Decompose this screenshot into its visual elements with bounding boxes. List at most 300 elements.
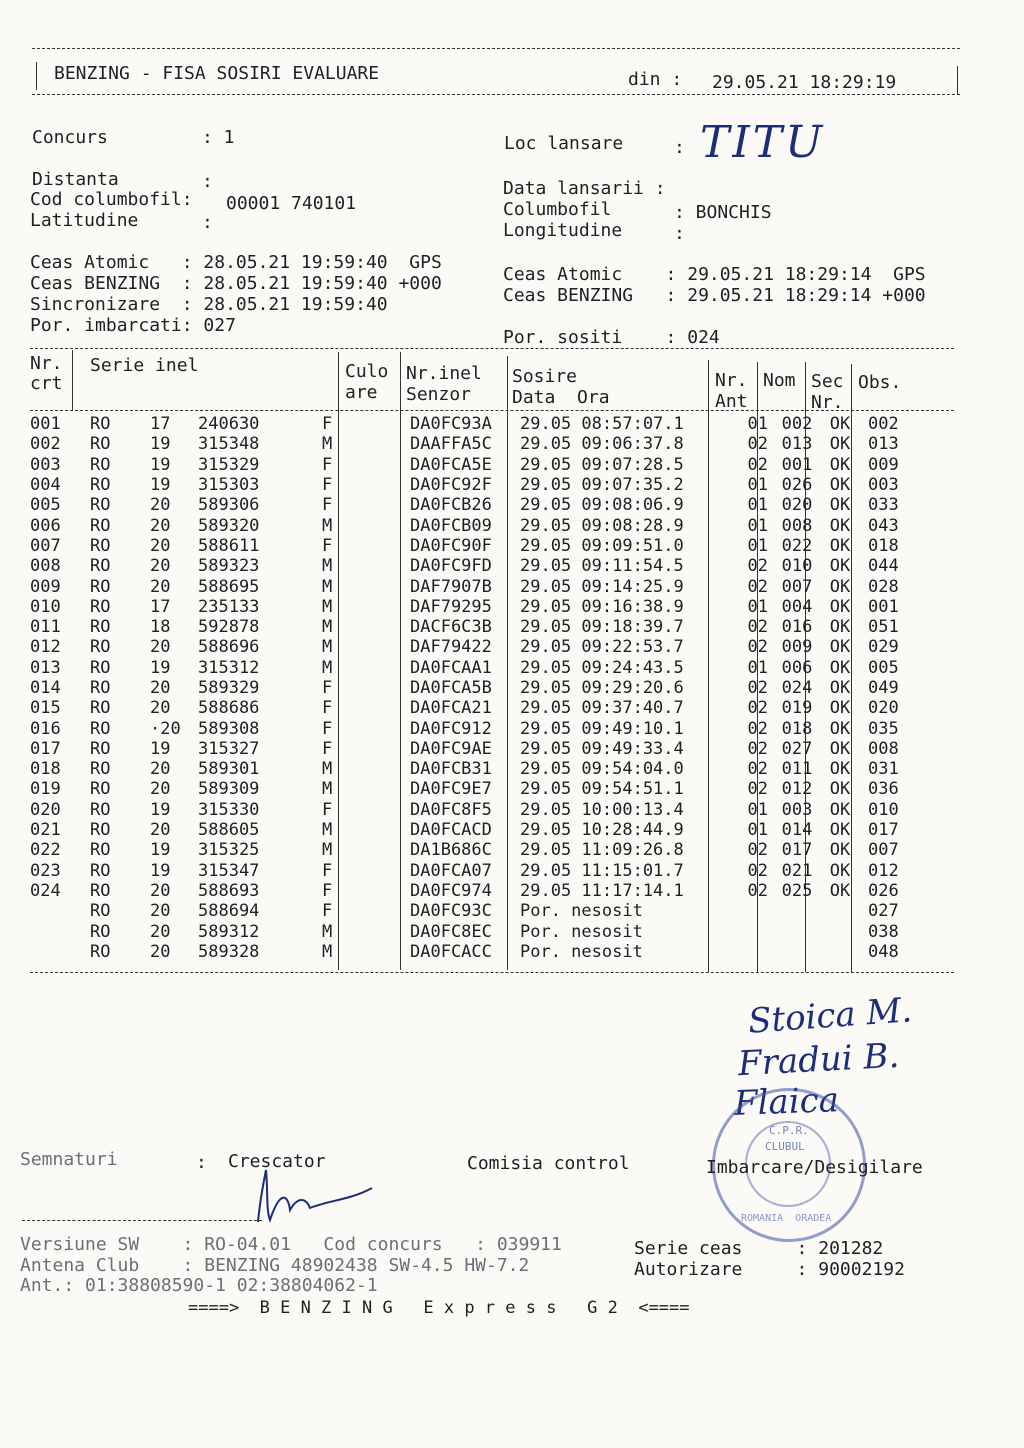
row-year: 20 [150, 678, 171, 698]
row-nr: 019 [30, 779, 61, 800]
col-nr-2: crt [30, 373, 63, 394]
row-year: 19 [150, 738, 171, 759]
table-row [28, 800, 928, 820]
row-obs: 026 [868, 880, 899, 901]
row-nom: 022 [781, 535, 813, 556]
row-obs: 007 [868, 840, 899, 861]
row-nom: 026 [781, 475, 813, 496]
row-country: RO [90, 434, 111, 455]
row-nr [28, 901, 90, 921]
cod-columbofil-label: Cod columbofil: [30, 189, 193, 210]
row-sensor: DA0FCB09 [410, 515, 492, 536]
col-culoare-2: are [345, 382, 378, 403]
row-nr: 007 [30, 535, 61, 556]
row-sex: M [322, 576, 333, 597]
row-year: 20 [150, 495, 171, 516]
loc-lansare-colon: : [674, 137, 685, 158]
row-color [346, 800, 406, 820]
row-country: RO [90, 495, 111, 516]
row-nr: 023 [30, 860, 61, 881]
row-nr: 008 [30, 556, 61, 577]
row-nom: 003 [781, 799, 813, 820]
col-serie-inel: Serie inel [90, 355, 199, 376]
row-sex: F [322, 454, 333, 475]
row-arrival: 29.05 09:16:38.9 [520, 596, 684, 617]
row-obs: 036 [868, 779, 899, 800]
page-title: BENZING - FISA SOSIRI EVALUARE [54, 63, 380, 84]
row-country: RO [90, 637, 111, 658]
row-sensor: DA0FCB26 [410, 495, 492, 516]
row-obs: 027 [868, 901, 899, 922]
row-year: 19 [150, 475, 171, 496]
row-arrival: 29.05 09:18:39.7 [520, 617, 684, 638]
table-row [28, 597, 928, 617]
row-sec: OK [829, 454, 851, 475]
row-country: RO [90, 657, 111, 678]
row-country: RO [90, 901, 111, 922]
row-obs: 005 [868, 657, 899, 678]
end-benzing-clock: Ceas BENZING : 29.05.21 18:29:14 +000 [503, 285, 926, 306]
col-sosire-2: Data Ora [512, 387, 610, 408]
row-year: 20 [150, 515, 171, 536]
row-sex: M [322, 840, 333, 861]
row-country: RO [90, 860, 111, 881]
row-ring-number: 315312 [198, 657, 260, 678]
row-nr: 012 [30, 637, 61, 658]
table-row [28, 495, 928, 515]
row-year: 20 [150, 921, 171, 942]
footer-autorizare: Autorizare : 90002192 [634, 1259, 905, 1280]
row-color [346, 718, 406, 738]
row-sensor: DA0FC93A [410, 414, 492, 435]
row-color [346, 658, 406, 678]
col-sec-2: Nr. [811, 392, 844, 413]
row-nom [774, 921, 820, 941]
row-sec: OK [829, 738, 851, 759]
row-year: 20 [150, 779, 171, 800]
row-ring-number: 235133 [198, 596, 260, 617]
crescator-label: Crescator [228, 1151, 326, 1172]
row-ring-number: 588686 [198, 698, 260, 719]
row-sex: M [322, 515, 333, 536]
row-year: 19 [150, 657, 171, 678]
row-country: RO [90, 759, 111, 780]
table-row [28, 576, 928, 596]
row-arrival: 29.05 09:07:35.2 [520, 475, 684, 496]
row-color [346, 475, 406, 495]
row-antenna: 01 [747, 657, 768, 678]
row-sex: F [322, 880, 333, 901]
row-color [346, 901, 406, 921]
crescator-signature [240, 1160, 390, 1230]
row-sec: OK [829, 535, 851, 556]
row-sec: OK [829, 698, 851, 719]
row-sec: OK [829, 495, 851, 516]
row-sensor: DA0FCACD [410, 820, 492, 841]
table-row [28, 901, 928, 921]
row-obs: 038 [868, 921, 899, 942]
loc-lansare-handwritten: TITU [700, 117, 826, 168]
row-color [346, 881, 406, 901]
row-nom: 014 [781, 820, 813, 841]
row-sec: OK [829, 678, 851, 698]
row-arrival: 29.05 09:09:51.0 [520, 535, 684, 556]
row-sensor: DAAFFA5C [410, 434, 492, 455]
col-obs: Obs. [858, 372, 902, 393]
row-country: RO [90, 738, 111, 759]
col-nom: Nom [763, 370, 796, 391]
row-year: 20 [150, 637, 171, 658]
row-sex: M [322, 556, 333, 577]
signature-line [22, 1220, 262, 1221]
row-nom: 009 [781, 637, 813, 658]
row-sensor: DA0FCA5E [410, 454, 492, 475]
row-nom: 016 [781, 617, 813, 638]
table-row [28, 515, 928, 535]
row-sec: OK [829, 515, 851, 536]
row-antenna [720, 942, 774, 962]
row-nr: 024 [30, 880, 61, 901]
row-nr: 021 [30, 820, 61, 841]
footer-banner: ====> B E N Z I N G E x p r e s s G 2 <==== [188, 1298, 690, 1318]
row-color [346, 759, 406, 779]
imbarcare-label: Imbarcare/Desigilare [706, 1157, 923, 1178]
row-nom: 006 [781, 657, 813, 678]
footer-line-3: Ant.: 01:38808590-1 02:38804062-1 [20, 1275, 378, 1296]
row-nr: 005 [30, 495, 61, 516]
row-antenna: 02 [747, 698, 768, 719]
row-ring-number: 589320 [198, 515, 260, 536]
row-sec: OK [829, 637, 851, 658]
row-nom: 008 [781, 515, 813, 536]
row-arrival: 29.05 09:08:28.9 [520, 515, 684, 536]
row-antenna: 01 [747, 414, 768, 435]
row-antenna [720, 921, 774, 941]
row-color [346, 455, 406, 475]
stamp-text-top: C.P.R. [769, 1124, 809, 1137]
table-bottom-rule [30, 972, 954, 973]
row-arrival: Por. nesosit [520, 941, 643, 962]
row-sensor: DACF6C3B [410, 617, 492, 638]
row-nom: 019 [781, 698, 813, 719]
row-year: 19 [150, 840, 171, 861]
row-antenna: 02 [747, 637, 768, 658]
row-ring-number: 315303 [198, 475, 260, 496]
row-arrival: 29.05 09:49:33.4 [520, 738, 684, 759]
row-nr: 022 [30, 840, 61, 861]
row-sex: F [322, 860, 333, 881]
row-sensor: DA0FC974 [410, 880, 492, 901]
row-country: RO [90, 779, 111, 800]
row-year: ·20 [150, 718, 181, 739]
row-sec: OK [829, 617, 851, 638]
row-color [346, 637, 406, 657]
signatures-label: Semnaturi [20, 1149, 118, 1170]
row-sex: M [322, 637, 333, 658]
row-obs: 028 [868, 576, 899, 597]
row-nom: 021 [781, 860, 813, 881]
row-year: 19 [150, 454, 171, 475]
row-country: RO [90, 799, 111, 820]
row-obs: 043 [868, 515, 899, 536]
row-obs: 051 [868, 617, 899, 638]
row-nom: 024 [781, 678, 813, 698]
row-sensor: DA0FC9E7 [410, 779, 492, 800]
row-sensor: DA0FC8EC [410, 921, 492, 942]
row-obs: 012 [868, 860, 899, 881]
row-ring-number: 315348 [198, 434, 260, 455]
row-year: 17 [150, 596, 171, 617]
row-year: 20 [150, 556, 171, 577]
row-year: 20 [150, 576, 171, 597]
row-antenna: 02 [747, 576, 768, 597]
start-benzing-clock: Ceas BENZING : 28.05.21 19:59:40 +000 [30, 273, 442, 294]
row-year: 20 [150, 880, 171, 901]
row-nom: 001 [781, 454, 813, 475]
row-nr: 010 [30, 596, 61, 617]
table-row [28, 475, 928, 495]
row-country: RO [90, 921, 111, 942]
row-year: 19 [150, 434, 171, 455]
row-ring-number: 588605 [198, 820, 260, 841]
row-sec [820, 942, 860, 962]
row-nr: 002 [30, 434, 61, 455]
col-nrinel-1: Nr.inel [406, 363, 482, 384]
row-sex: M [322, 617, 333, 638]
footer-line-1: Versiune SW : RO-04.01 Cod concurs : 039911 [20, 1234, 562, 1255]
row-ring-number: 592878 [198, 617, 260, 638]
table-row [28, 698, 928, 718]
signature-1: Stoica M. [746, 990, 914, 1042]
row-sex: M [322, 779, 333, 800]
row-color [346, 414, 406, 434]
row-obs: 029 [868, 637, 899, 658]
row-country: RO [90, 515, 111, 536]
row-nr: 004 [30, 475, 61, 496]
row-country: RO [90, 678, 111, 698]
row-sensor: DA1B686C [410, 840, 492, 861]
row-ring-number: 588695 [198, 576, 260, 597]
row-ring-number: 589323 [198, 556, 260, 577]
row-color [346, 536, 406, 556]
row-color [346, 921, 406, 941]
row-arrival: 29.05 09:07:28.5 [520, 454, 684, 475]
row-ring-number: 589329 [198, 678, 260, 698]
table-row [28, 881, 928, 901]
row-country: RO [90, 535, 111, 556]
row-sensor: DA0FCA07 [410, 860, 492, 881]
row-obs: 002 [868, 414, 899, 435]
longitudine-colon: : [674, 223, 685, 244]
row-ring-number: 315325 [198, 840, 260, 861]
row-country: RO [90, 617, 111, 638]
row-sensor: DA0FC93C [410, 901, 492, 922]
row-year: 19 [150, 860, 171, 881]
row-color [346, 434, 406, 454]
row-country: RO [90, 475, 111, 496]
row-ring-number: 588696 [198, 637, 260, 658]
row-arrival: 29.05 09:11:54.5 [520, 556, 684, 577]
col-nr-1: Nr. [30, 353, 63, 374]
row-sec: OK [829, 434, 851, 455]
row-obs: 017 [868, 820, 899, 841]
row-year: 19 [150, 799, 171, 820]
row-sec: OK [829, 576, 851, 597]
row-antenna: 02 [747, 678, 768, 698]
table-row [28, 556, 928, 576]
row-nr: 009 [30, 576, 61, 597]
row-sensor: DA0FC9AE [410, 738, 492, 759]
row-obs: 033 [868, 495, 899, 516]
row-obs: 035 [868, 718, 899, 739]
row-sensor: DA0FCAA1 [410, 657, 492, 678]
row-sec: OK [829, 799, 851, 820]
row-sec: OK [829, 759, 851, 780]
col-sosire-1: Sosire [512, 366, 578, 387]
row-sex: F [322, 901, 333, 922]
row-country: RO [90, 718, 111, 739]
signature-2: Fradui B. [737, 1035, 901, 1085]
row-year: 20 [150, 941, 171, 962]
row-antenna: 02 [747, 779, 768, 800]
row-antenna: 01 [747, 799, 768, 820]
row-antenna: 02 [747, 556, 768, 577]
row-sec: OK [829, 820, 851, 841]
row-sex: F [322, 678, 333, 698]
row-obs: 013 [868, 434, 899, 455]
header-right-border [957, 66, 958, 94]
row-nom: 012 [781, 779, 813, 800]
table-row [28, 658, 928, 678]
row-antenna: 02 [747, 434, 768, 455]
row-sec [820, 901, 860, 921]
row-arrival: 29.05 09:08:06.9 [520, 495, 684, 516]
row-arrival: 29.05 09:54:04.0 [520, 759, 684, 780]
latitudine-colon: : [202, 212, 213, 233]
row-sex: F [322, 475, 333, 496]
row-nr: 003 [30, 454, 61, 475]
row-nom: 018 [781, 718, 813, 739]
row-ring-number: 315347 [198, 860, 260, 881]
row-sec: OK [829, 718, 851, 739]
table-row [28, 637, 928, 657]
row-sec: OK [829, 840, 851, 861]
column-header-bottom-rule [30, 410, 954, 411]
row-sec: OK [829, 880, 851, 901]
row-country: RO [90, 596, 111, 617]
row-antenna: 02 [747, 617, 768, 638]
table-row [28, 820, 928, 840]
table-row [28, 536, 928, 556]
header-top-rule [32, 48, 960, 49]
row-ring-number: 589312 [198, 921, 260, 942]
row-nom: 025 [781, 880, 813, 901]
row-color [346, 698, 406, 718]
row-nr [28, 942, 90, 962]
row-sensor: DAF79422 [410, 637, 492, 658]
row-sensor: DA0FC90F [410, 535, 492, 556]
row-arrival: 29.05 11:17:14.1 [520, 880, 684, 901]
row-color [346, 515, 406, 535]
row-country: RO [90, 941, 111, 962]
table-row [28, 759, 928, 779]
cod-columbofil-value: 00001 740101 [226, 193, 357, 214]
row-color [346, 576, 406, 596]
row-sex: M [322, 434, 333, 455]
col-culoare-1: Culo [345, 361, 389, 382]
row-ring-number: 589309 [198, 779, 260, 800]
stamp-text-mid: CLUBUL [765, 1140, 805, 1153]
results-table [28, 414, 928, 962]
row-color [346, 556, 406, 576]
columbofil-label: Columbofil [503, 199, 612, 220]
row-arrival: Por. nesosit [520, 921, 643, 942]
col-ant-2: Ant [715, 391, 748, 412]
row-sensor: DA0FCB31 [410, 759, 492, 780]
row-nr: 015 [30, 698, 61, 719]
row-arrival: 29.05 09:22:53.7 [520, 637, 684, 658]
longitudine-label: Longitudine [503, 220, 623, 241]
row-country: RO [90, 556, 111, 577]
table-row [28, 678, 928, 698]
row-sex: F [322, 495, 333, 516]
row-sensor: DA0FCACC [410, 941, 492, 962]
row-antenna: 01 [747, 495, 768, 516]
row-antenna: 02 [747, 860, 768, 881]
row-obs: 049 [868, 678, 899, 698]
row-year: 20 [150, 820, 171, 841]
row-arrival: 29.05 09:06:37.8 [520, 434, 684, 455]
row-sex: F [322, 799, 333, 820]
results-body [28, 414, 928, 962]
row-sensor: DA0FCA5B [410, 678, 492, 698]
row-ring-number: 588611 [198, 535, 260, 556]
row-ring-number: 589306 [198, 495, 260, 516]
stamp-text-ring: ROMANIA ORADEA [741, 1213, 832, 1224]
row-arrival: Por. nesosit [520, 901, 643, 922]
table-row [28, 434, 928, 454]
row-ring-number: 315327 [198, 738, 260, 759]
row-nr: 013 [30, 657, 61, 678]
row-country: RO [90, 414, 111, 435]
row-nom: 004 [781, 596, 813, 617]
table-row [28, 414, 928, 434]
row-sex: M [322, 596, 333, 617]
row-sex: M [322, 941, 333, 962]
arrived-count: Por. sositi : 024 [503, 327, 720, 348]
row-antenna: 02 [747, 454, 768, 475]
row-sec: OK [829, 779, 851, 800]
signatures-colon: : [196, 1152, 207, 1173]
data-lansarii-label: Data lansarii : [503, 178, 666, 199]
row-obs: 001 [868, 596, 899, 617]
row-sex: F [322, 535, 333, 556]
col-nrinel-2: Senzor [406, 384, 472, 405]
row-sex: F [322, 414, 333, 435]
row-antenna: 01 [747, 535, 768, 556]
row-sec: OK [829, 475, 851, 496]
row-color [346, 739, 406, 759]
row-color [346, 678, 406, 698]
row-nom: 017 [781, 840, 813, 861]
row-antenna: 02 [747, 880, 768, 901]
row-year: 17 [150, 414, 171, 435]
row-arrival: 29.05 09:14:25.9 [520, 576, 684, 597]
table-row [28, 739, 928, 759]
row-sex: F [322, 738, 333, 759]
row-obs: 010 [868, 799, 899, 820]
row-nom: 002 [781, 414, 813, 435]
